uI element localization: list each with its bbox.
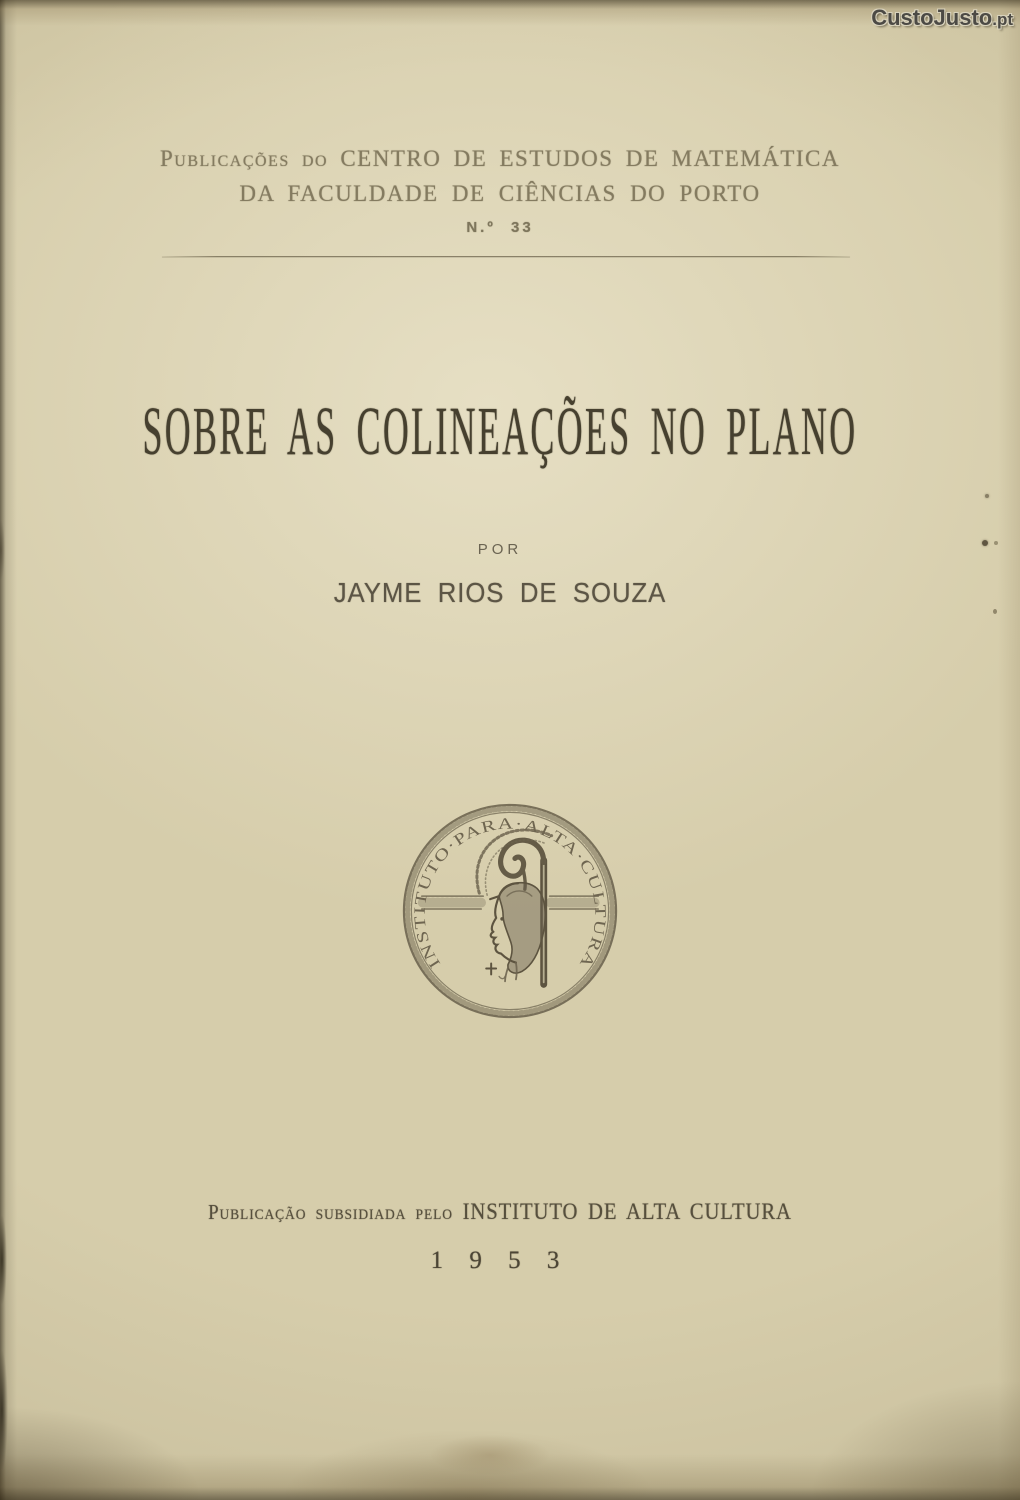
- author-name: JAYME RIOS DE SOUZA: [333, 577, 667, 608]
- athena-head: [486, 883, 545, 982]
- custojusto-watermark: [871, 5, 1013, 31]
- watermark-brand: CustoJusto: [871, 5, 993, 30]
- series-line-1-main: CENTRO DE ESTUDOS DE MATEMÁTICA: [340, 146, 841, 171]
- instituto-alta-cultura-seal: [396, 797, 624, 1025]
- book-title: SOBRE AS COLINEAÇÕES NO PLANO: [142, 392, 858, 469]
- sponsor-line-prefix: Publicação subsidiada pelo: [208, 1200, 453, 1224]
- watermark-tld: .pt: [992, 10, 1013, 29]
- sponsor-line-main: INSTITUTO DE ALTA CULTURA: [462, 1199, 792, 1224]
- publication-year: 1 9 5 3: [430, 1247, 570, 1274]
- series-line-1: [0, 146, 1000, 172]
- byline-label: POR: [477, 541, 523, 558]
- series-line-2: DA FACULDADE DE CIÊNCIAS DO PORTO: [239, 181, 761, 206]
- series-line-1-prefix: Publicações do: [159, 146, 329, 171]
- paper-stain: [430, 1435, 550, 1475]
- page-edge-blotch: [0, 1350, 8, 1470]
- seal-ring-text: INSTITUTO·PARA·ALTA·CULTURA: [411, 815, 609, 971]
- foxing-spot: [993, 609, 997, 614]
- issue-number: N.º 33: [466, 219, 534, 236]
- header-rule: [162, 256, 850, 257]
- foxing-spot: [985, 494, 989, 498]
- sponsor-line: [50, 1199, 950, 1225]
